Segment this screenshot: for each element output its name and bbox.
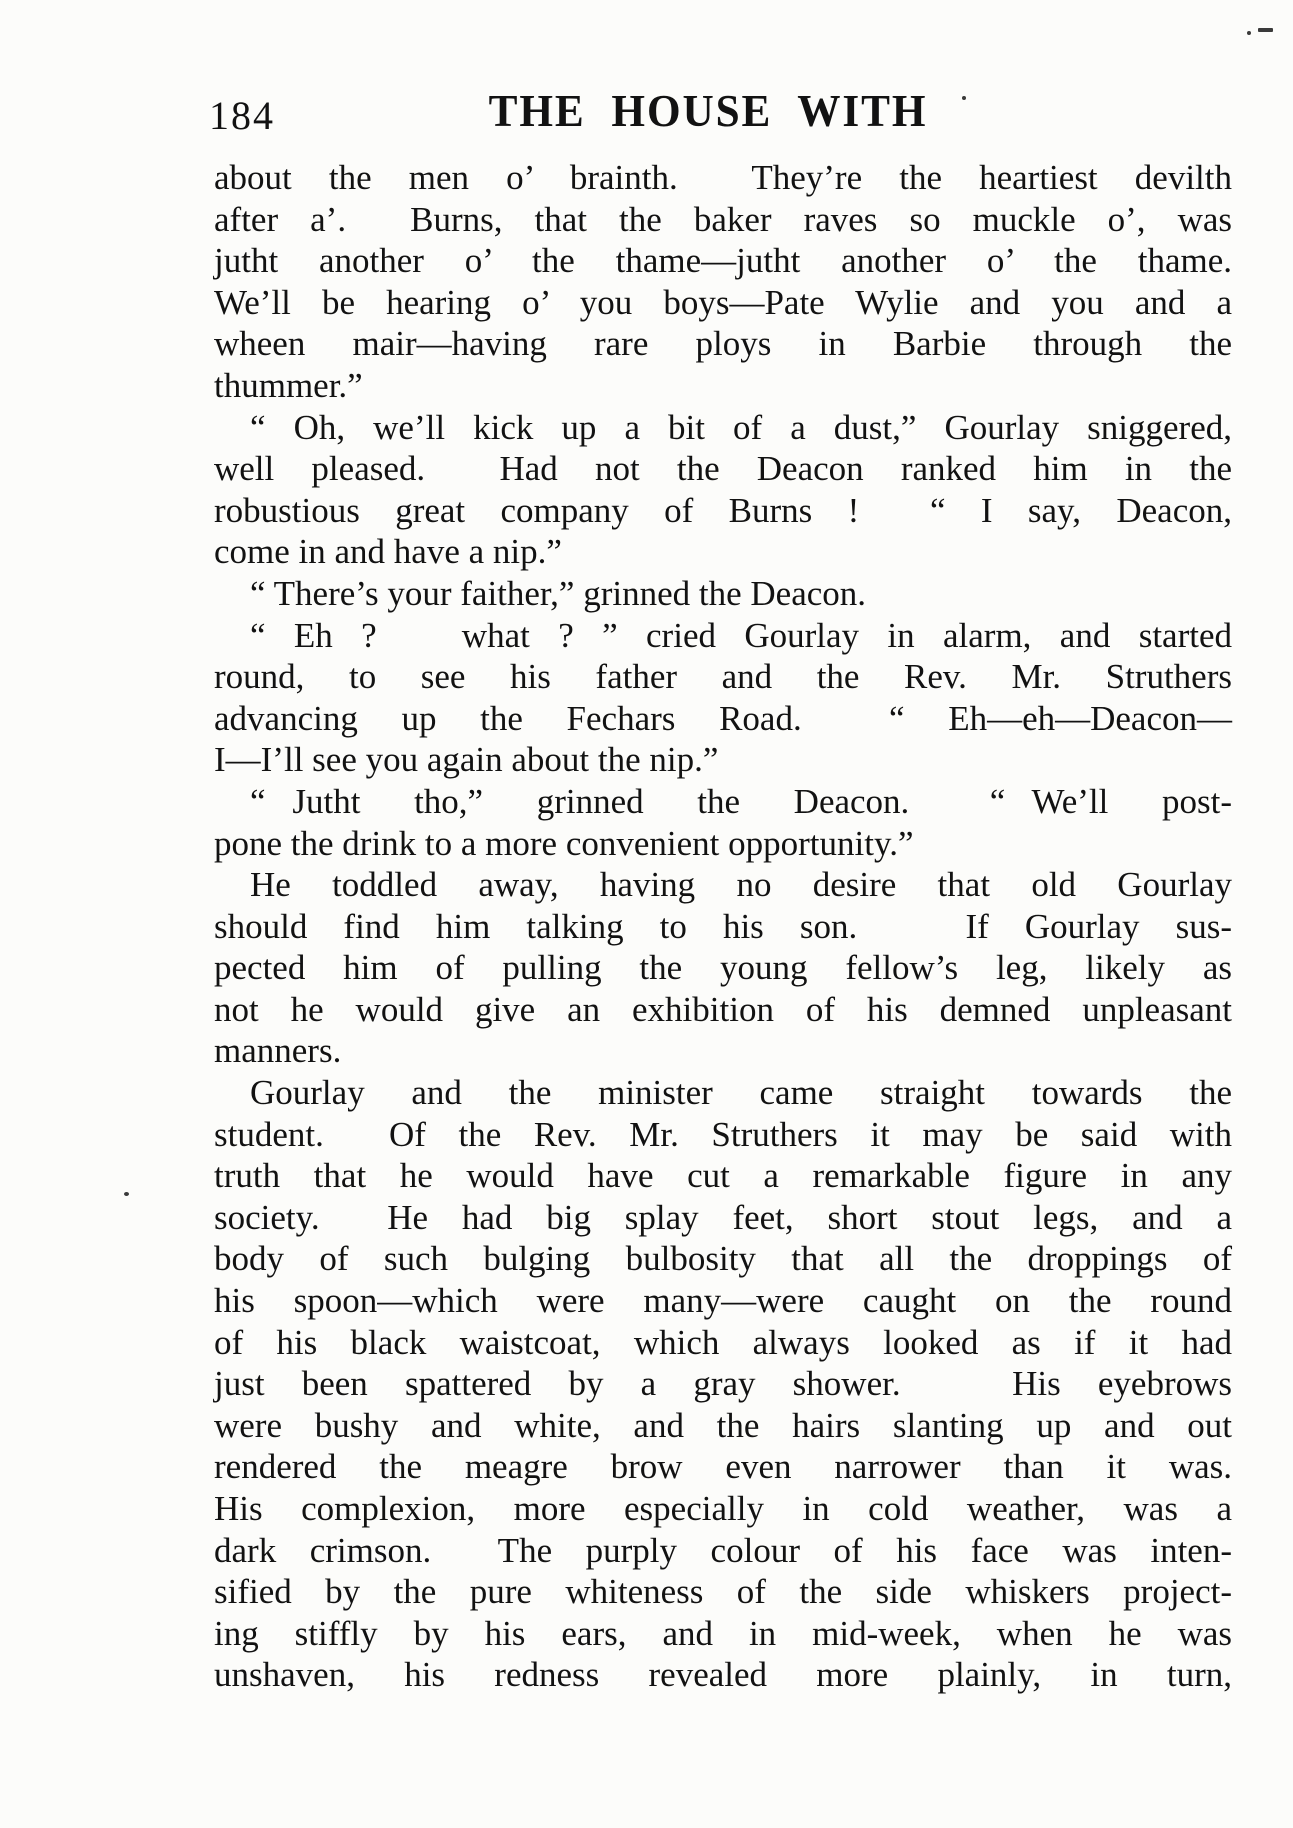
text-line: I—I’ll see you again about the nip.” (214, 740, 719, 780)
text-line: of his black waistcoat, which always looked as if it had (214, 1322, 1232, 1362)
text-line: “ Oh, we’ll kick up a bit of a dust,” Gourlay sniggered, (250, 407, 1232, 447)
text-line: wheen mair—having rare ploys in Barbie through the (214, 324, 1232, 364)
text-line: not he would give an exhibition of his demned unpleasant (214, 989, 1232, 1029)
text-line: sified by the pure whiteness of the side whiskers project- (214, 1572, 1232, 1612)
text-line: his spoon—which were many—were caught on the round (214, 1281, 1232, 1321)
scan-speck-dash (1258, 28, 1273, 32)
text-line: round, to see his father and the Rev. Mr. Struthers (214, 657, 1232, 697)
text-line: well pleased. Had not the Deacon ranked him in the (214, 449, 1232, 489)
text-line: truth that he would have cut a remarkable figure in any (214, 1156, 1232, 1196)
page-number: 184 (209, 93, 275, 138)
text-line: “ Eh ? what ? ” cried Gourlay in alarm, and started (250, 615, 1232, 655)
text-line: manners. (214, 1031, 342, 1071)
paragraph (214, 573, 1232, 615)
scan-speck-dot (124, 1192, 129, 1196)
text-line: We’ll be hearing o’ you boys—Pate Wylie and you and a (214, 282, 1232, 322)
text-line: come in and have a nip.” (214, 532, 562, 572)
text-line: advancing up the Fechars Road. “ Eh—eh—Deacon— (214, 698, 1232, 738)
text-line: pected him of pulling the young fellow’s leg, likely as (214, 948, 1232, 988)
text-line: body of such bulging bulbosity that all the droppings of (214, 1239, 1232, 1279)
text-line: “ Jutht tho,” grinned the Deacon. “ We’ll post- (250, 781, 1232, 821)
text-line: thummer.” (214, 365, 363, 405)
text-line: His complexion, more especially in cold weather, was a (214, 1489, 1232, 1528)
text-line: pone the drink to a more convenient opportunity.” (214, 823, 914, 863)
text-line: were bushy and white, and the hairs slanting up and out (214, 1405, 1232, 1445)
text-line: society. He had big splay feet, short stout legs, and a (214, 1197, 1232, 1237)
scan-speck-dot (1247, 31, 1251, 35)
text-line: ing stiffly by his ears, and in mid-week, when he was (214, 1613, 1232, 1653)
paragraph (214, 615, 1232, 781)
text-line: jutht another o’ the thame—jutht another o’ the thame. (214, 241, 1232, 281)
text-line: robustious great company of Burns ! “ I say, Deacon, (214, 490, 1232, 530)
text-line: dark crimson. The purply colour of his face was inten- (214, 1530, 1232, 1570)
paragraph (214, 1072, 1232, 1696)
paragraph (214, 407, 1232, 573)
running-title: THE HOUSE WITH (488, 85, 928, 136)
text-line: just been spattered by a gray shower. His eyebrows (214, 1364, 1232, 1404)
text-line: “ There’s your faither,” grinned the Deacon. (250, 573, 867, 613)
text-line: unshaven, his redness revealed more plainly, in turn, (214, 1655, 1232, 1695)
text-line: He toddled away, having no desire that old Gourlay (250, 865, 1232, 905)
text-line: rendered the meagre brow even narrower than it was. (214, 1447, 1232, 1487)
text-block (214, 157, 1232, 1696)
paragraph (214, 157, 1232, 407)
paragraph (214, 864, 1232, 1072)
paragraph (214, 781, 1232, 864)
running-header (209, 84, 1232, 138)
text-line: after a’. Burns, that the baker raves so muckle o’, was (214, 199, 1232, 239)
text-line: should find him talking to his son. If Gourlay sus- (214, 906, 1232, 946)
text-line: Gourlay and the minister came straight towards the (250, 1073, 1232, 1113)
text-line: about the men o’ brainth. They’re the heartiest devilth (214, 158, 1232, 197)
text-line: student. Of the Rev. Mr. Struthers it may be said with (214, 1114, 1232, 1154)
